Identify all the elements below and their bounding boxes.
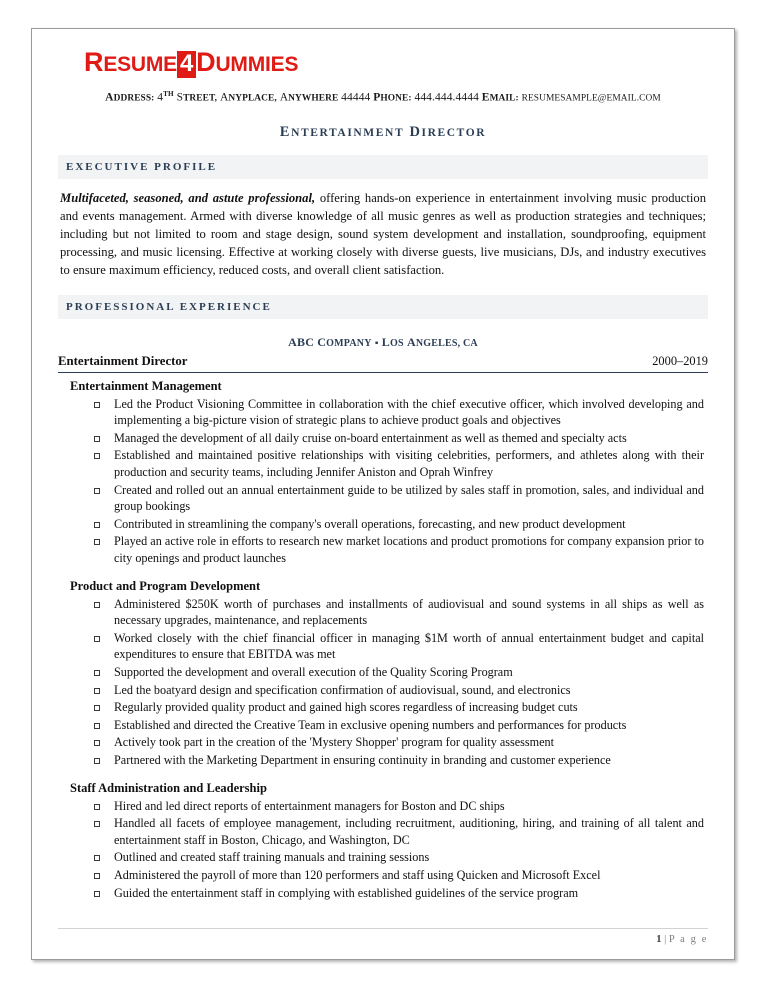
page-title bbox=[58, 124, 708, 141]
address-label-cap: A bbox=[105, 91, 114, 104]
role-dates: 2000–2019 bbox=[652, 353, 708, 368]
phone-label-rest: HONE: bbox=[380, 93, 412, 104]
page-title-first-rest: NTERTAINMENT bbox=[291, 126, 405, 139]
company-name-cap: ABC C bbox=[288, 334, 327, 349]
bullet-item: Guided the entertainment staff in complying with established guidelines of the service program bbox=[92, 885, 704, 902]
bullet-item: Hired and led direct reports of entertainment managers for Boston and DC ships bbox=[92, 798, 704, 815]
logo-text-part1-rest: ESUME bbox=[103, 53, 177, 76]
resume-content bbox=[32, 29, 734, 901]
bullet-item: Outlined and created staff training manuals and training sessions bbox=[92, 849, 704, 866]
brand-logo bbox=[84, 49, 298, 78]
logo-text-part2: D bbox=[196, 47, 216, 77]
profile-lead-phrase: Multifaceted, seasoned, and astute professional, bbox=[60, 190, 316, 205]
bullet-item: Contributed in streamlining the company's overall operations, forecasting, and new product development bbox=[92, 516, 704, 533]
role-title: Entertainment Director bbox=[58, 353, 188, 368]
city-rest: NYPLACE, bbox=[228, 93, 277, 104]
phone-label-cap: P bbox=[373, 91, 381, 104]
experience-group-subheading: Product and Program Development bbox=[70, 578, 261, 593]
bullet-list bbox=[58, 798, 708, 902]
experience-groups bbox=[58, 379, 708, 901]
company-separator-icon: ▪ bbox=[374, 337, 379, 349]
bullet-item: Managed the development of all daily cruise on-board entertainment as well as themed and specialty acts bbox=[92, 430, 704, 447]
contact-line bbox=[58, 90, 708, 104]
bullet-item: Partnered with the Marketing Department in ensuring continuity in branding and customer experience bbox=[92, 752, 704, 769]
company-line bbox=[58, 335, 708, 350]
bullet-item: Led the Product Visioning Committee in collaboration with the chief executive officer, which involved developing and implementing a big-picture vision of strategic plans to achieve product goals and objectives bbox=[92, 396, 704, 429]
footer-separator: | bbox=[664, 934, 667, 945]
logo-text-part1: R bbox=[84, 47, 104, 77]
street-number: 4 bbox=[157, 91, 164, 104]
city-cap: A bbox=[219, 91, 229, 104]
bullet-item: Handled all facets of employee management, including recruitment, auditioning, hiring, and training of all talent and entertainment staff in Boston, Chicago, and Washington, DC bbox=[92, 815, 704, 848]
location-cap2: A bbox=[406, 334, 416, 349]
profile-body-text: offering hands-on experience in entertainment involving music production and events management. Armed with diverse knowledge of all music genres as well as production strategies and techniques; including but not limited to room and stage design, sound system development and installation, soundproofing, equipment processing, and music licensing. Effective at working closely with diverse guests, live musicians, DJs, and industry executives to ensure maximum efficiency, reduced costs, and overall client satisfaction. bbox=[60, 190, 706, 277]
email-label-rest: MAIL: bbox=[489, 93, 519, 104]
logo-row bbox=[58, 43, 708, 78]
footer-page-word: P a g e bbox=[668, 934, 708, 945]
location-rest2: NGELES, CA bbox=[415, 337, 478, 349]
experience-group bbox=[58, 379, 708, 567]
bullet-item: Led the boatyard design and specification confirmation of audiovisual, sound, and electronics bbox=[92, 682, 704, 699]
bullet-item: Administered the payroll of more than 120 performers and staff using Quicken and Microsoft Excel bbox=[92, 867, 704, 884]
zip-code: 44444 bbox=[341, 91, 371, 104]
bullet-item: Created and rolled out an annual entertainment guide to be utilized by sales staff in promotion, sales, and individual and group bookings bbox=[92, 482, 704, 515]
email-address: RESUMESAMPLE@EMAIL.COM bbox=[521, 93, 661, 104]
page-title-second-cap: D bbox=[409, 123, 422, 140]
experience-group-subheading: Staff Administration and Leadership bbox=[70, 780, 267, 795]
page-title-second-rest: IRECTOR bbox=[421, 126, 487, 139]
section-heading-professional-experience: PROFESSIONAL EXPERIENCE bbox=[58, 295, 708, 319]
bullet-item: Regularly provided quality product and gained high scores regardless of increasing budget cuts bbox=[92, 699, 704, 716]
bullet-item: Established and directed the Creative Team in exclusive opening numbers and performances for products bbox=[92, 717, 704, 734]
location-cap: L bbox=[381, 334, 390, 349]
state-cap: A bbox=[279, 91, 289, 104]
state-rest: NYWHERE bbox=[288, 93, 339, 104]
bullet-item: Worked closely with the chief financial officer in managing $1M worth of annual entertainment budget and capital expenditures to ensure that EBITDA was met bbox=[92, 630, 704, 663]
logo-text-part2-rest: UMMIES bbox=[215, 53, 299, 76]
bullet-item: Supported the development and overall execution of the Quality Scoring Program bbox=[92, 664, 704, 681]
logo-four-badge: 4 bbox=[177, 51, 196, 78]
experience-group bbox=[58, 781, 708, 902]
bullet-item: Established and maintained positive relationships with visiting celebrities, performers, and athletes along with their production and security teams, including Jennifer Aniston and Oprah Winfrey bbox=[92, 447, 704, 480]
footer-page-number: 1 bbox=[656, 934, 662, 945]
street-ordinal-suffix: TH bbox=[163, 90, 174, 98]
location-rest: OS bbox=[390, 337, 404, 349]
page-title-first-cap: E bbox=[279, 123, 292, 140]
bullet-list bbox=[58, 396, 708, 567]
street-word-cap: S bbox=[176, 91, 184, 104]
company-name-rest: OMPANY bbox=[326, 337, 372, 349]
bullet-item: Administered $250K worth of purchases and installments of audiovisual and sound systems in all ships as well as necessary upgrades, maintenance, and replacements bbox=[92, 596, 704, 629]
bullet-list bbox=[58, 596, 708, 769]
email-label-cap: E bbox=[481, 91, 490, 104]
page-footer bbox=[58, 928, 708, 945]
street-word-rest: TREET, bbox=[183, 93, 218, 104]
role-row bbox=[58, 354, 708, 373]
experience-group-subheading: Entertainment Management bbox=[70, 378, 222, 393]
resume-page bbox=[31, 28, 735, 960]
phone-number: 444.444.4444 bbox=[414, 91, 479, 104]
executive-profile-text bbox=[60, 189, 706, 279]
experience-group bbox=[58, 579, 708, 769]
bullet-item: Played an active role in efforts to research new market locations and product promotions for company expansion prior to city openings and product launches bbox=[92, 533, 704, 566]
bullet-item: Actively took part in the creation of the 'Mystery Shopper' program for quality assessment bbox=[92, 734, 704, 751]
section-heading-executive-profile: EXECUTIVE PROFILE bbox=[58, 155, 708, 179]
address-label-rest: DDRESS: bbox=[113, 93, 155, 104]
